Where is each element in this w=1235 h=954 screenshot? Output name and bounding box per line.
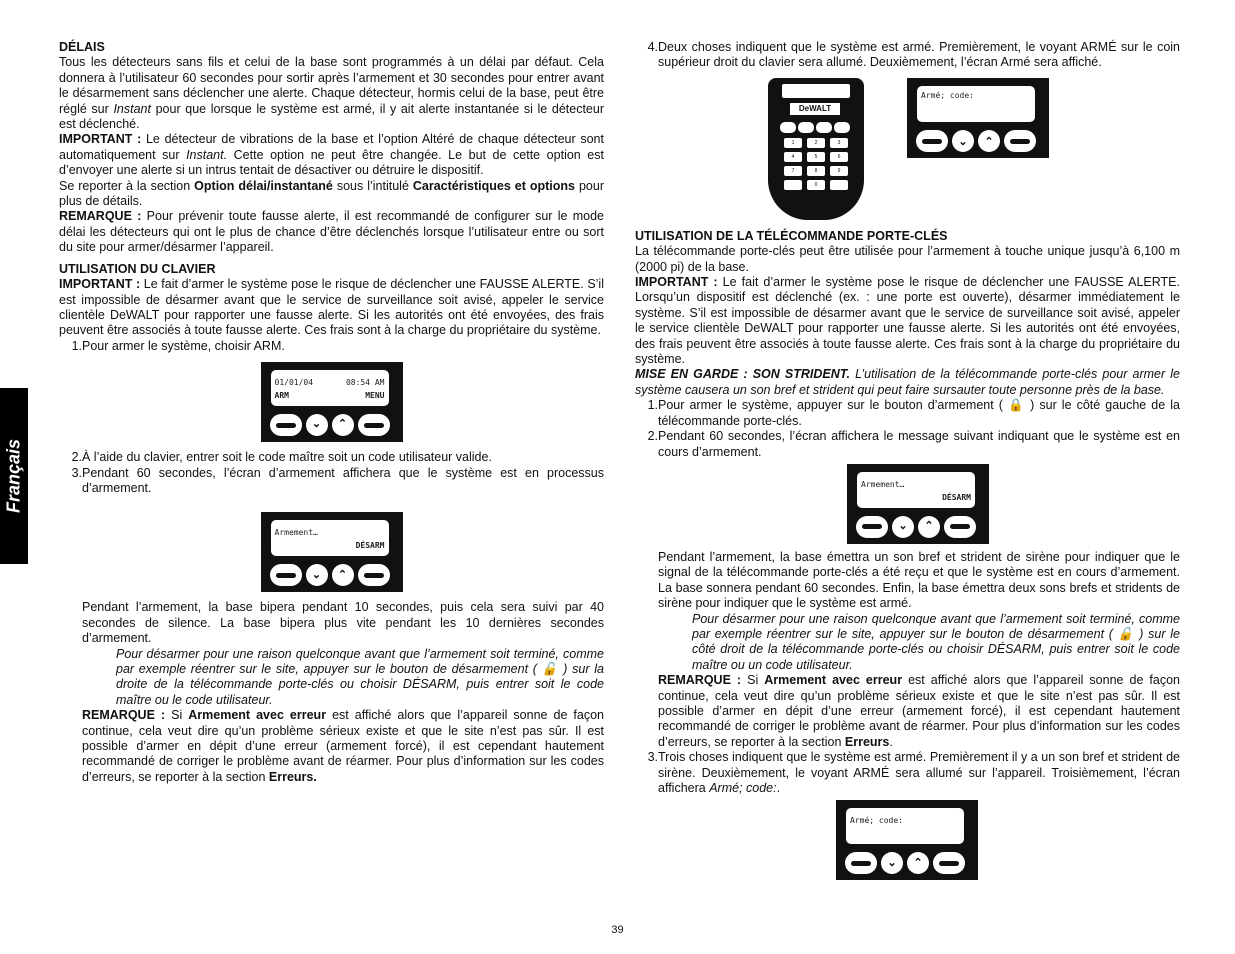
section-title-porte-cles: UTILISATION DE LA TÉLÉCOMMANDE PORTE-CLÉS [635, 228, 948, 243]
down-arrow-icon: ⌄ [952, 130, 974, 152]
italic-note: Pour désarmer pour une raison quelconque avant que l’armement soit terminé, comme par exemple réentrer sur le site, appuyer sur le bouton de désarmement ( 🔓 ) sur le côté droit de la télécommande porte-clés ou choisir DÉSARM, puis entrer soit le code maître ou un code utilisateur. [692, 611, 1180, 672]
soft-key-right [933, 852, 965, 874]
language-tab-label: Français [3, 438, 24, 514]
paragraph: La télécommande porte-clés peut être utilisée pour l’armement à touche unique jusqu’à 6,100 m (2000 pi) de la base. [635, 244, 1180, 274]
list-item: 4. Deux choses indiquent que le système est armé. Premièrement, le voyant ARMÉ sur le coin supérieur droit du clavier sera allumé. Deuxièmement, l’écran Armé sera affiché. [647, 40, 1180, 70]
keypad-key: 8 [807, 166, 825, 176]
lcd-screen: Armement… DÉSARM [271, 520, 389, 556]
soft-key-left [845, 852, 877, 874]
keypad-key: 9 [830, 166, 848, 176]
list-item: 3. Pendant 60 secondes, l’écran d’armement affichera que le système est en processus d’armement. [71, 465, 604, 495]
keypad-display-arme-code [836, 800, 978, 880]
down-arrow-icon: ⌄ [881, 852, 903, 874]
soft-key-right [944, 516, 976, 538]
down-arrow-icon: ⌄ [306, 564, 328, 586]
up-arrow-icon: ⌃ [918, 516, 940, 538]
up-arrow-icon: ⌃ [332, 564, 354, 586]
section-title-delais: DÉLAIS [59, 40, 105, 54]
paragraph: IMPORTANT : Le fait d’armer le système pose le risque de déclencher une FAUSSE ALERTE. S’il est impossible de désarmer avant que le service de surveillance soit avisé, appeler le service clientèle DeWALT pour rapporter une fausse alerte. Si les autorités ont été envoyées, des frais peuvent être associés à toute fausse alerte. Ces frais sont à la charge du propriétaire du système. [59, 277, 604, 338]
italic-note: Pour désarmer pour une raison quelconque avant que l’armement soit terminé, comme par exemple réentrer sur le site, appuyer sur le bouton de désarmement ( 🔓 ) sur la droite de la télécommande porte-clés ou choisir DÉSARM, puis entrer soit le code maître ou le code utilisateur. [116, 646, 604, 707]
lcd-screen: 01/01/04 08:54 AM ARM MENU [271, 370, 389, 406]
keypad-key [784, 180, 802, 190]
soft-key-left [856, 516, 888, 538]
keypad-grid [784, 138, 848, 190]
keypad-device-illustration [768, 78, 864, 220]
up-arrow-icon: ⌃ [332, 414, 354, 436]
down-arrow-icon: ⌄ [306, 414, 328, 436]
lcd-screen: Armé; code: [846, 808, 964, 844]
page-number: 39 [611, 924, 624, 936]
lcd-screen: Armé; code: [917, 86, 1035, 122]
list-item: 1. Pour armer le système, choisir ARM. [71, 338, 285, 353]
list-item: 1. Pour armer le système, appuyer sur le bouton d’armement ( 🔒 ) sur le côté gauche de la télécommande porte-clés. [647, 398, 1180, 428]
right-column [635, 40, 1180, 880]
paragraph: Tous les détecteurs sans fils et celui de la base sont programmés à un délai par défaut. Cela donnera à l’utilisateur 60 secondes pour sortir après l’armement et 30 secondes pour entrer avant le désarmement sans déclencher une alerte. Chaque détecteur, hormis celui de la base, peut être réglé sur Instant pour que lorsque le système est armé, il y ait alerte instantanée si le détecteur est déclenché. [59, 55, 604, 132]
soft-key-left [270, 414, 302, 436]
keypad-key: 6 [830, 152, 848, 162]
left-column [59, 40, 604, 785]
soft-key-left [916, 130, 948, 152]
list-item: 3. Trois choses indiquent que le système est armé. Premièrement il y a un son bref et strident de sirène. Deuxièmement, le voyant ARMÉ sera allumé sur l’appareil. Troisièmement, l’écran affichera Armé; code:. [647, 750, 1180, 795]
section-title-clavier: UTILISATION DU CLAVIER [59, 261, 216, 276]
up-arrow-icon: ⌃ [907, 852, 929, 874]
up-arrow-icon: ⌃ [978, 130, 1000, 152]
keypad-key [830, 180, 848, 190]
keypad-key: 7 [784, 166, 802, 176]
paragraph: MISE EN GARDE : SON STRIDENT. L’utilisation de la télécommande porte-clés pour armer le système causera un son bref et strident qui peut faire sursauter toute personne près de la base. [635, 367, 1181, 397]
keypad-display-arme-code [907, 78, 1049, 158]
paragraph: IMPORTANT : Le détecteur de vibrations de la base et l’option Altéré de chaque détecteur sont automatiquement sur Instant. Cette option ne peut être changée. Le but de cette option est d’envoyer une alerte si un intrus tentait de désactiver ou détruire le dispositif. [59, 132, 604, 178]
down-arrow-icon: ⌄ [892, 516, 914, 538]
dewalt-logo: DeWALT [790, 103, 840, 115]
paragraph: IMPORTANT : Le fait d’armer le système pose le risque de déclencher une FAUSSE ALERTE. Lorsqu’un dispositif est déclenché (ex. : une porte est ouverte), désarmer immédiatement le système. S’il est impossible de désarmer avant que le service de surveillance soit avisé, appeler le service clientèle DeWALT pour rapporter une fausse alerte. Si les autorités ont été envoyées, des frais peuvent être associés à toute fausse alerte. Ces frais sont à la charge du propriétaire du système. [635, 275, 1180, 367]
paragraph: Pendant l’armement, la base émettra un son bref et strident de sirène pour indiquer que le signal de la télécommande porte-clés a été reçu et que le système est en cours d’armement. La base sonnera pendant 60 secondes. Enfin, la base émettra deux sons brefs et stridents de sirène pour indiquer que le système est armé. [658, 549, 1180, 611]
language-tab [0, 388, 28, 564]
paragraph: REMARQUE : Si Armement avec erreur est affiché alors que l’appareil sonne de façon continue, cela veut dire qu’un problème sérieux existe et que le site n’est pas sûr. Il est possible d’armer en dépit d’une erreur (armement forcé), il est cependant hautement recommandé de corriger le problème avant de réarmer. Pour plus d’information sur les codes d’erreurs, se reporter à la section Erreurs. [658, 673, 1180, 749]
keypad-key: 5 [807, 152, 825, 162]
keypad-key: 0 [807, 180, 825, 190]
list-item: 2. Pendant 60 secondes, l’écran affichera le message suivant indiquant que le système est en cours d’armement. [647, 429, 1180, 459]
soft-key-right [358, 414, 390, 436]
soft-key-right [358, 564, 390, 586]
list-item: 2. À l’aide du clavier, entrer soit le code maître soit un code utilisateur valide. [71, 450, 492, 465]
paragraph: REMARQUE : Si Armement avec erreur est affiché alors que l’appareil sonne de façon continue, cela veut dire qu’un problème sérieux existe et que le site n’est pas sûr. Il est possible d’armer en dépit d’une erreur (armement forcé), il est cependant hautement recommandé de corriger le problème avant de réarmer. Pour plus d’information sur les codes d’erreurs, se reporter à la section Erreurs. [82, 708, 604, 784]
paragraph: Pendant l’armement, la base bipera pendant 10 secondes, puis cela sera suivi par 40 secondes de silence. La base bipera plus vite pendant les 10 dernières secondes d’armement. [82, 600, 604, 646]
keypad-display-arm [261, 362, 403, 442]
lcd-screen: Armement… DÉSARM [857, 472, 975, 508]
paragraph: Se reporter à la section Option délai/instantané sous l’intitulé Caractéristiques et options pour plus de détails. [59, 178, 604, 209]
keypad-display-armement [261, 512, 403, 592]
keypad-key: 3 [830, 138, 848, 148]
keypad-display-armement [847, 464, 989, 544]
soft-key-right [1004, 130, 1036, 152]
keypad-device-screen [782, 84, 850, 98]
paragraph: REMARQUE : Pour prévenir toute fausse alerte, il est recommandé de configurer sur le mode délai les détecteurs qui ont le plus de chance d’être déclenchés lorsque l’utilisateur entre ou sort du site pour armer/désarmer l’appareil. [59, 209, 604, 255]
keypad-key: 2 [807, 138, 825, 148]
keypad-key: 1 [784, 138, 802, 148]
keypad-key: 4 [784, 152, 802, 162]
soft-key-left [270, 564, 302, 586]
